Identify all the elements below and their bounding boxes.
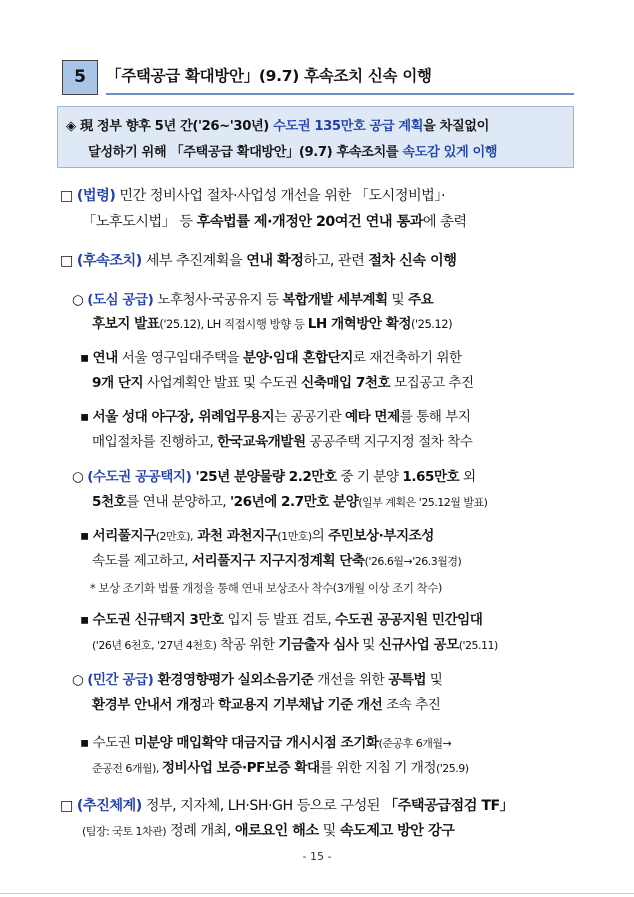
item-metro-line-2 (92, 490, 487, 510)
item-text: 사업계획안 발표 및 수도권 (143, 375, 302, 391)
section-underline (106, 93, 574, 95)
item-emphasis: 절차 신속 이행 (368, 253, 457, 269)
item-text: 외 (459, 469, 476, 485)
item-emphasis: 주요 (407, 292, 434, 308)
item-follow-line (60, 250, 456, 270)
item-text: (일부 계획은 '25.12월 발표) (358, 496, 488, 509)
item-text: 준공전 6개월), (92, 762, 162, 775)
item-emphasis: 학교용지 기부채납 기준 개선 (217, 697, 383, 713)
item-text: 및 (358, 637, 379, 653)
item-private-line-2 (92, 693, 440, 713)
item-emphasis: 서리풀지구 지구지정계획 단축 (191, 553, 365, 569)
item-text: 를 연내 분양하고, (126, 494, 230, 510)
circle-bullet-icon: ○ (72, 672, 84, 688)
bullet-4-line-1 (80, 608, 482, 628)
item-tag: (도심 공급) (87, 292, 154, 308)
item-text: 및 (318, 823, 340, 839)
item-text: 속도를 제고하고, (92, 553, 192, 569)
item-text: (준공후 6개월→ (378, 737, 452, 750)
item-emphasis: 공특법 (388, 672, 426, 688)
summary-text: 달성하기 위해 「주택공급 확대방안」(9.7) 후속조치를 (88, 145, 403, 160)
item-emphasis: 연내 확정 (246, 253, 304, 269)
item-emphasis: 예타 면제 (344, 409, 400, 425)
item-text: 모집공고 추진 (390, 375, 474, 391)
item-emphasis: LH 개혁방안 확정 (307, 316, 411, 332)
summary-bullet-icon: ◈ (66, 119, 76, 134)
item-tag: (수도권 공공택지) (87, 469, 192, 485)
item-emphasis: '25년 분양물량 2.2만호 (191, 469, 337, 485)
item-emphasis: 주민보상·부지조성 (328, 528, 434, 544)
summary-highlight: 속도감 있게 이행 (402, 145, 498, 160)
bullet-5-line-1 (80, 731, 451, 751)
item-text: 민간 정비사업 절차·사업성 개선을 위한 「도시정비법」· (115, 188, 445, 204)
item-system-line-1 (60, 795, 513, 815)
item-emphasis: 과천 과천지구 (193, 528, 278, 544)
item-text: 매입절차를 진행하고, (92, 434, 218, 450)
item-law-line-2 (82, 211, 467, 231)
item-emphasis: 수도권 신규택지 3만호 (92, 612, 224, 628)
summary-text: 現 정부 향후 5년 간('26~'30년) (79, 119, 274, 134)
item-emphasis: 9개 단지 (92, 375, 144, 391)
item-emphasis: 후속법률 제·개정안 20여건 연내 통과 (196, 214, 423, 230)
summary-line-1 (66, 115, 489, 134)
section-number: 5 (62, 60, 98, 95)
small-square-bullet-icon: ▪ (80, 612, 89, 628)
item-city-line-1 (72, 288, 433, 308)
item-text: 세부 추진계획을 (141, 253, 247, 269)
square-bullet-icon: □ (60, 253, 73, 269)
item-text: ('26.6월→'26.3월경) (364, 555, 462, 568)
bullet-3-line-2 (92, 549, 461, 569)
item-text: 정부, 지자체, LH·SH·GH 등으로 구성된 (141, 798, 384, 814)
item-text: 입지 등 발표 검토, (223, 612, 336, 628)
item-tag: (민간 공급) (87, 672, 154, 688)
circle-bullet-icon: ○ (72, 469, 84, 485)
item-text: 는 공공기관 (274, 409, 345, 425)
item-text: 수도권 (92, 735, 135, 751)
item-emphasis: '26년에 2.7만호 분양 (229, 494, 359, 510)
item-emphasis: 신규사업 공모 (378, 637, 459, 653)
item-tag: (추진체계) (76, 798, 142, 814)
item-text: 및 (387, 292, 408, 308)
item-emphasis: 5천호 (92, 494, 127, 510)
summary-highlight: 수도권 135만호 공급 계획 (273, 119, 424, 134)
bullet-1-line-2 (92, 371, 474, 391)
item-emphasis: 신축매입 7천호 (301, 375, 391, 391)
item-emphasis: 연내 (92, 350, 118, 366)
item-text: (팀장: 국토 1차관) (82, 825, 167, 838)
item-text: ('25.12) (411, 317, 453, 331)
item-emphasis: 후보지 발표 (92, 316, 160, 332)
item-emphasis: 애로요인 해소 (234, 823, 319, 839)
small-square-bullet-icon: ▪ (80, 735, 89, 751)
item-text: 노후청사·국공유지 등 (153, 292, 283, 308)
bottom-divider (0, 893, 634, 894)
circle-bullet-icon: ○ (72, 292, 84, 308)
item-text: 조속 추진 (382, 697, 441, 713)
item-law-line-1 (60, 185, 445, 205)
summary-line-2 (88, 141, 497, 160)
item-text: 의 (311, 528, 329, 544)
small-square-bullet-icon: ▪ (80, 350, 89, 366)
item-text: 를 위한 지침 기 개정 (319, 760, 436, 776)
item-emphasis: 정비사업 보증·PF보증 확대 (161, 760, 320, 776)
item-emphasis: 속도제고 방안 강구 (339, 823, 455, 839)
item-city-line-2 (92, 312, 452, 332)
item-text: 정례 개최, (166, 823, 235, 839)
item-tag: (법령) (76, 188, 116, 204)
item-text: ('25.12), LH 직접시행 방향 등 (159, 317, 308, 331)
page-number: - 15 - (302, 850, 332, 863)
item-emphasis: 한국교육개발원 (217, 434, 306, 450)
item-metro-line-1 (72, 465, 476, 485)
item-text: ('25.9) (435, 762, 469, 775)
section-title: 「주택공급 확대방안」(9.7) 후속조치 신속 이행 (106, 67, 432, 85)
item-text: ('26년 6천호, '27년 4천호) (92, 639, 217, 652)
item-text: 를 통해 부지 (399, 409, 471, 425)
item-text: 착공 위한 (216, 637, 279, 653)
square-bullet-icon: □ (60, 188, 73, 204)
small-square-bullet-icon: ▪ (80, 409, 89, 425)
item-emphasis: 분양·임대 혼합단지 (242, 350, 353, 366)
small-square-bullet-icon: ▪ (80, 528, 89, 544)
bullet-4-line-2 (92, 633, 498, 653)
item-text: 에 총력 (422, 214, 467, 230)
item-tag: (후속조치) (76, 253, 142, 269)
item-emphasis: 「주택공급점검 TF」 (383, 798, 514, 814)
item-emphasis: 서울 성대 야구장, 위례업무용지 (92, 409, 275, 425)
item-emphasis: 기금출자 심사 (278, 637, 359, 653)
footnote: * 보상 조기화 법률 개정을 통해 연내 보상조사 착수(3개월 이상 조기 착수) (90, 581, 442, 595)
item-text: ('25.11) (458, 639, 498, 652)
square-bullet-icon: □ (60, 798, 73, 814)
item-emphasis: 환경영향평가 실외소음기준 (153, 672, 314, 688)
item-emphasis: 1.65만호 (402, 469, 460, 485)
item-text: (2만호), (155, 530, 194, 543)
bullet-5-line-2 (92, 756, 469, 776)
item-text: 개선을 위한 (313, 672, 389, 688)
item-emphasis: 환경부 안내서 개정 (92, 697, 202, 713)
item-text: 중 기 분양 (336, 469, 403, 485)
summary-text: 을 차질없이 (423, 119, 489, 134)
bullet-2-line-2 (92, 430, 472, 450)
bullet-3-line-1 (80, 524, 434, 544)
item-emphasis: 복합개발 세부계획 (282, 292, 388, 308)
item-text: (1만호) (277, 530, 312, 543)
item-private-line-1 (72, 668, 442, 688)
item-system-line-2 (82, 820, 454, 840)
bullet-1-line-1 (80, 346, 462, 366)
item-text: 서울 영구임대주택을 (117, 350, 243, 366)
item-text: 로 재건축하기 위한 (352, 350, 462, 366)
item-emphasis: 수도권 공공지원 민간임대 (335, 612, 483, 628)
section-header (62, 60, 574, 95)
item-text: 하고, 관련 (303, 253, 369, 269)
summary-box (57, 106, 574, 168)
item-text: 「노후도시법」 등 (82, 214, 197, 230)
item-emphasis: 서리풀지구 (92, 528, 156, 544)
item-text: 과 (201, 697, 218, 713)
item-text: 공공주택 지구지정 절차 착수 (305, 434, 473, 450)
item-text: 및 (425, 672, 443, 688)
item-emphasis: 미분양 매입확약 대금지급 개시시점 조기화 (134, 735, 379, 751)
bullet-2-line-1 (80, 405, 471, 425)
